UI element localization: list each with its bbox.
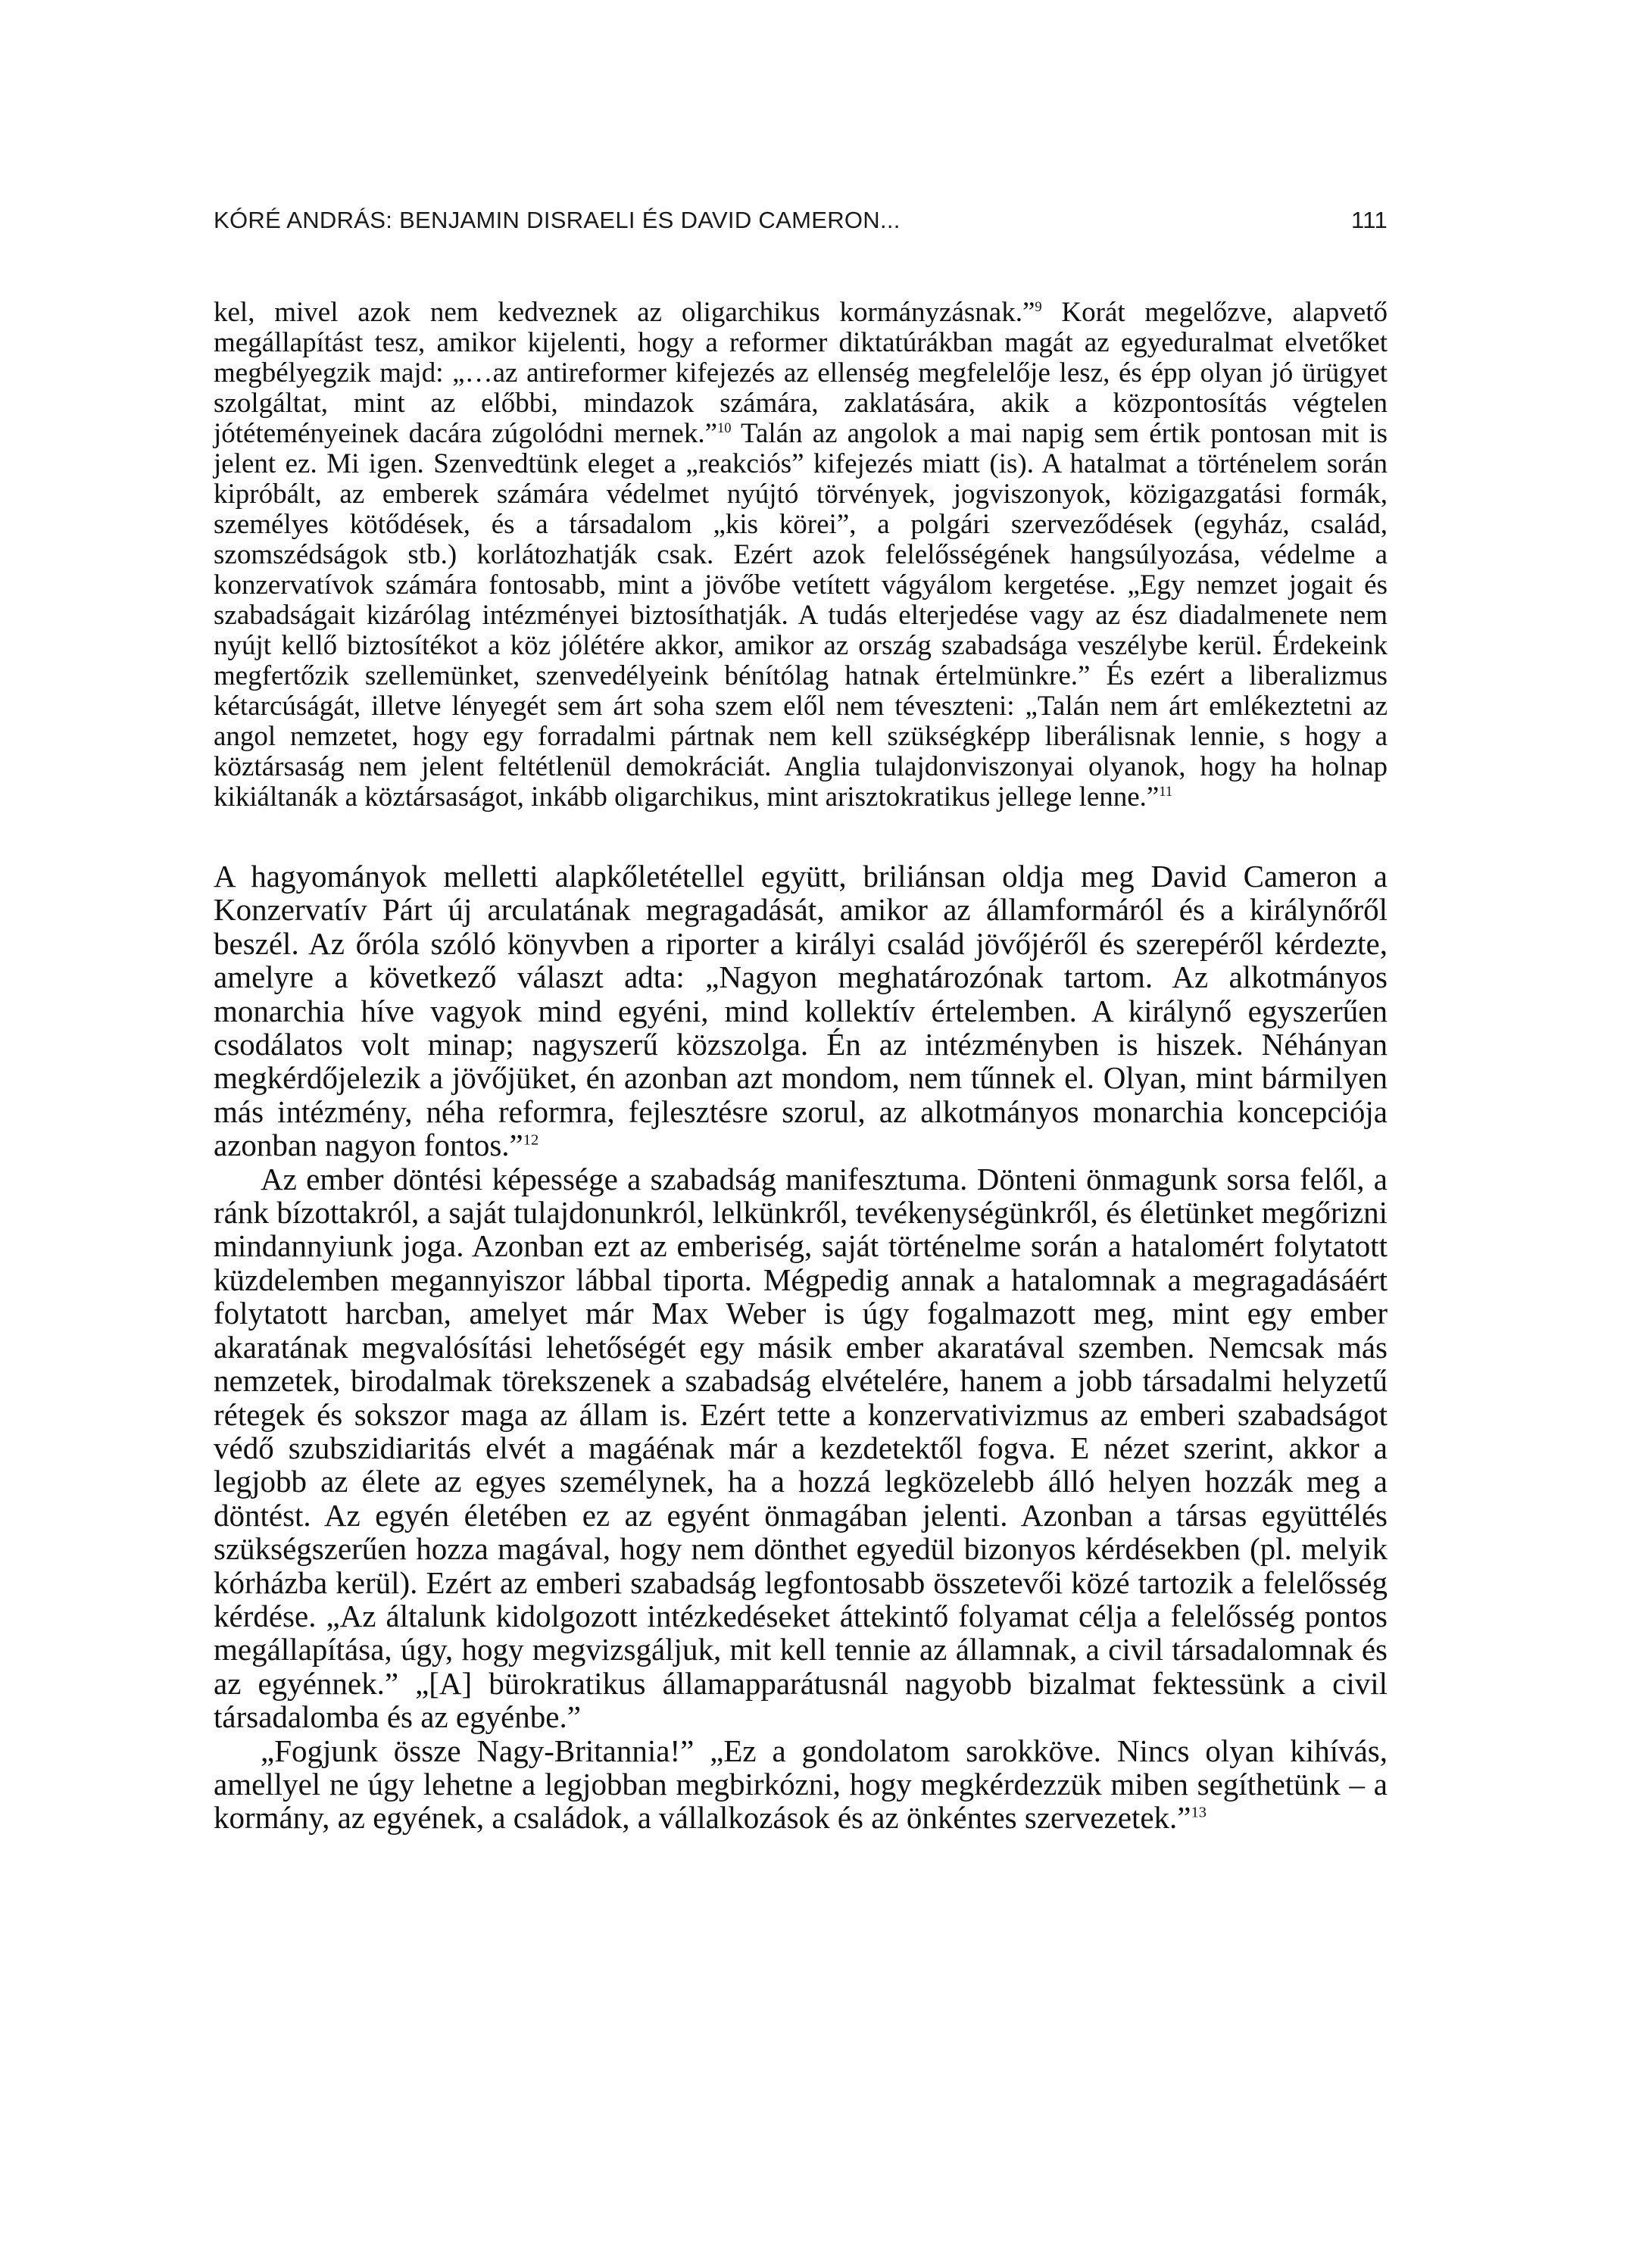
- paragraph-monarchy: [214, 859, 1388, 1162]
- paragraph-freedom: [214, 1162, 1388, 1734]
- footnote-ref-10: 10: [717, 421, 732, 437]
- section-gap: [214, 813, 1388, 859]
- text-run: Korát megelőzve, alapvető megállapítást tesz, amikor kijelenti, hogy a reformer diktatúrákban magát az egyeduralmat elvetőket megbélyegzik majd: „…az antireformer kifejezés az ellenség megfelelője lesz, és épp olyan jó ürügyet szolgáltat, mint az előbbi, mindazok számára, zaklatására, akik a központosítás végtelen jótéteményeinek dacára zúgolódni mernek.”: [214, 297, 1388, 449]
- text-run: Az ember döntési képessége a szabadság manifesztuma. Dönteni önmagunk sorsa felől, a ránk bízottakról, a saját tulajdonunkról, lelkünkről, tevékenységünkről, és életünket megőrizni mindannyiunk joga. Azonban ezt az emberiség, saját történelme során a hatalomért folytatott küzdelemben megannyiszor lábbal tiporta. Mégpedig annak a hatalomnak a megragadásáért folytatott harcban, amelyet már Max Weber is úgy fogalmazott meg, mint egy ember akaratának megvalósítási lehetőségét egy másik ember akaratával szemben. Nemcsak más nemzetek, birodalmak törekszenek a szabadság elvételére, hanem a jobb társadalmi helyzetű rétegek és sokszor maga az állam is. Ezért tette a konzervativizmus az emberi szabadságot védő szubszidiaritás elvét a magáénak már a kezdetektől fogva. E nézet szerint, akkor a legjobb az élete az egyes személynek, ha a hozzá legközelebb álló helyen hozzák meg a döntést. Az egyén életében ez az egyént önmagában jelenti. Azonban a társas együttélés szükségszerűen hozza magával, hogy nem dönthet egyedül bizonyos kérdésekben (pl. melyik kórházba kerül). Ezért az emberi szabadság legfontosabb összetevői közé tartozik a felelősség kérdése. „Az általunk kidolgozott intézkedéseket áttekintő folyamat célja a felelősség pontos megállapítása, úgy, hogy megvizsgáljuk, mit kell tennie az államnak, a civil társadalomnak és az egyénnek.” „[A] bürokratikus államapparátusnál nagyobb bizalmat fektessünk a civil társadalomba és az egyénbe.”: [214, 1161, 1388, 1735]
- footnote-ref-11: 11: [1159, 785, 1173, 800]
- text-run: Talán az angolok a mai napig sem értik pontosan mit is jelent ez. Mi igen. Szenvedtünk eleget a „reakciós” kifejezés miatt (is). A hatalmat a történelem során kipróbált, az emberek számára védelmet nyújtó törvények, jogviszonyok, közigazgatási formák, személyes kötődések, és a társadalom „kis körei”, a polgári szerveződések (egyház, család, szomszédságok stb.) korlátozhatják csak. Ezért azok felelősségének hangsúlyozása, védelme a konzervatívok számára fontosabb, mint a jövőbe vetített vágyálom kergetése. „Egy nemzet jogait és szabadságait kizárólag intézményei biztosíthatják. A tudás elterjedése vagy az ész diadalmenete nem nyújt kellő biztosítékot a köz jólétére akkor, amikor az ország szabadsága veszélybe kerül. Érdekeink megfertőzik szellemünket, szenvedélyeink bénítólag hatnak értelmünkre.” És ezért a liberalizmus kétarcúságát, illetve lényegét sem árt soha szem elől nem téveszteni: „Talán nem árt emlékeztetni az angol nemzetet, hogy egy forradalmi pártnak nem kell szükségképp liberálisnak lennie, s hogy a köztársaság nem jelent feltétlenül demokráciát. Anglia tulajdonviszonyai olyanok, hogy ha holnap kikiáltanák a köztársaságot, inkább oligarchikus, mint arisztokratikus jellege lenne.”: [214, 418, 1388, 813]
- text-run: A hagyományok melletti alapkőletétellel együtt, briliánsan oldja meg David Cameron a Konzervatív Párt új arculatának megragadását, amikor az államformáról és a királynőről beszél. Az őróla szóló könyvben a riporter a királyi család jövőjéről és szerepéről kérdezte, amelyre a következő választ adta: „Nagyon meghatározónak tartom. Az alkotmányos monarchia híve vagyok mind egyéni, mind kollektív értelemben. A királynő egyszerűen csodálatos volt minap; nagyszerű közszolga. Én az intézményben is hiszek. Néhányan megkérdőjelezik a jövőjüket, én azonban azt mondom, nem tűnnek el. Olyan, mint bármilyen más intézmény, néha reformra, fejlesztésre szorul, az alkotmányos monarchia koncepciója azonban nagyon fontos.”: [214, 859, 1388, 1163]
- page-number: 111: [1350, 207, 1388, 233]
- quotation-block: [214, 298, 1388, 813]
- running-title: KÓRÉ ANDRÁS: BENJAMIN DISRAELI ÉS DAVID CAMERON...: [214, 207, 901, 233]
- body-text: [214, 298, 1388, 1835]
- text-run: kel, mivel azok nem kedveznek az oligarchikus kormányzásnak.”: [214, 297, 1035, 328]
- footnote-ref-12: 12: [523, 1131, 539, 1149]
- footnote-ref-13: 13: [1191, 1805, 1207, 1822]
- footnote-ref-9: 9: [1035, 300, 1042, 316]
- paragraph-big-society: [214, 1734, 1388, 1835]
- text-run: „Fogjunk össze Nagy-Britannia!” „Ez a gondolatom sarokköve. Nincs olyan kihívás, amellyel ne úgy lehetne a legjobban megbirkózni, hogy megkérdezzük miben segíthetünk – a kormány, az egyének, a családok, a vállalkozások és az önkéntes szervezetek.”: [214, 1733, 1388, 1836]
